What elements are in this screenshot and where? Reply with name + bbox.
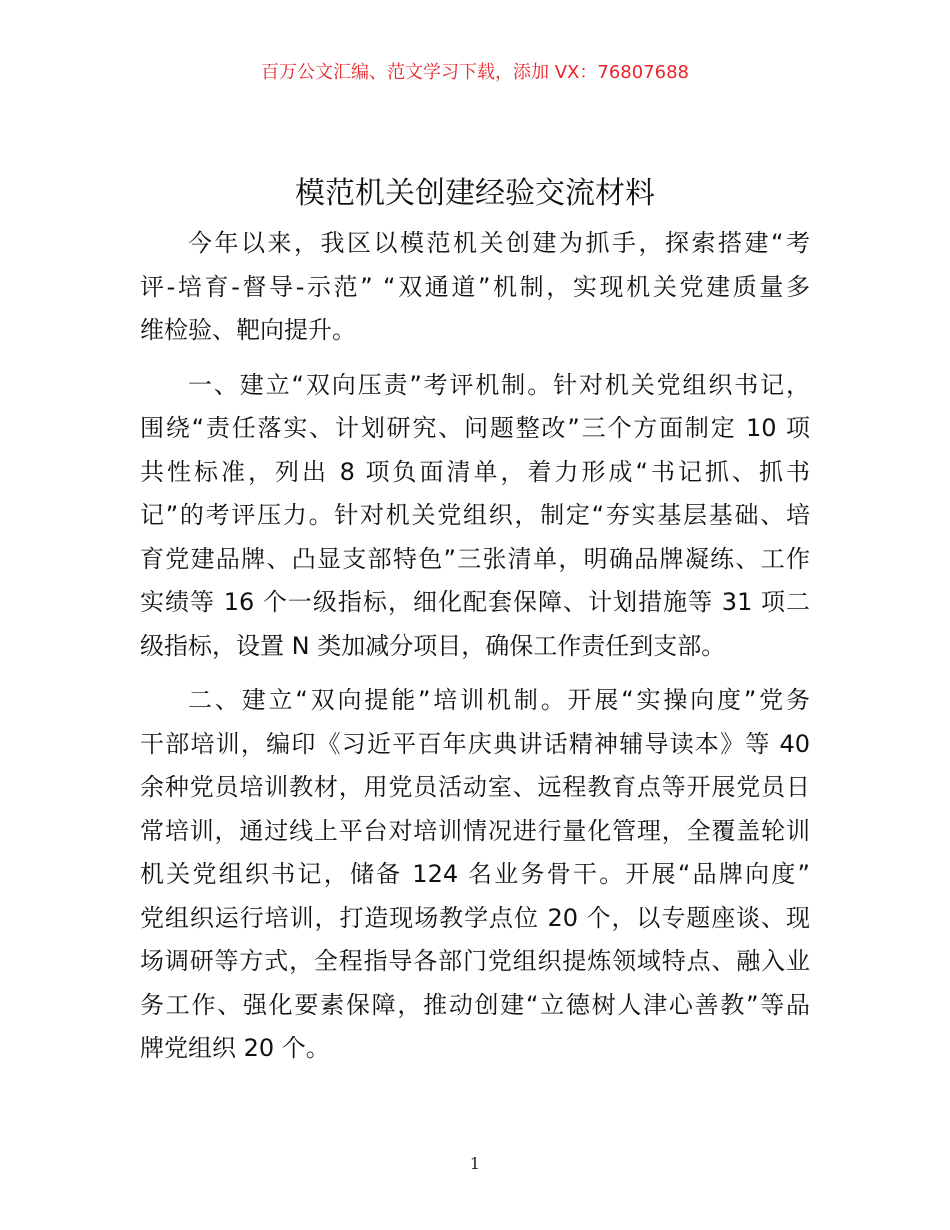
paragraph-line: 常培训，通过线上平台对培训情况进行量化管理，全覆盖轮训 xyxy=(140,816,810,845)
paragraph-line: 务工作、强化要素保障，推动创建“立德树人津心善教”等品 xyxy=(140,990,810,1019)
paragraph-line: 余种党员培训教材，用党员活动室、远程教育点等开展党员日 xyxy=(140,773,810,801)
paragraph-line: 场调研等方式，全程指导各部门党组织提炼领域特点、融入业 xyxy=(140,947,810,975)
paragraph-line: 机关党组织书记，储备 124 名业务骨干。开展“品牌向度” xyxy=(140,860,810,888)
paragraph-line: 评-培育-督导-示范” “双通道”机制，实现机关党建质量多 xyxy=(140,272,810,301)
paragraph-line: 实绩等 16 个一级指标，细化配套保障、计划措施等 31 项二 xyxy=(140,588,810,616)
paragraph xyxy=(140,679,810,1071)
paragraph-line: 一、建立“双向压责”考评机制。针对机关党组织书记， xyxy=(188,370,810,399)
document-body xyxy=(140,222,810,1082)
paragraph-line: 党组织运行培训，打造现场教学点位 20 个，以专题座谈、现 xyxy=(140,903,810,932)
paragraph xyxy=(140,222,810,353)
paragraph-line: 级指标，设置 N 类加减分项目，确保工作责任到支部。 xyxy=(140,631,726,660)
paragraph-line: 围绕“责任落实、计划研究、问题整改”三个方面制定 10 项 xyxy=(140,414,810,442)
paragraph-line: 二、建立“双向提能”培训机制。开展“实操向度”党务 xyxy=(188,686,810,714)
watermark-banner: 百万公文汇编、范文学习下载，添加 VX：76807688 xyxy=(261,62,689,83)
paragraph-line: 干部培训，编印《习近平百年庆典讲话精神辅导读本》等 40 xyxy=(140,729,810,758)
paragraph-line: 记”的考评压力。针对机关党组织，制定“夯实基层基础、培 xyxy=(140,501,810,529)
paragraph-line: 共性标准，列出 8 项负面清单，着力形成“书记抓、抓书 xyxy=(140,457,810,486)
paragraph-line: 维检验、靶向提升。 xyxy=(140,316,356,344)
page-number: 1 xyxy=(469,1154,481,1173)
paragraph-line: 今年以来，我区以模范机关创建为抓手，探索搭建“考 xyxy=(188,229,810,257)
document-title: 模范机关创建经验交流材料 xyxy=(295,176,655,211)
paragraph xyxy=(140,364,810,669)
paragraph-line: 育党建品牌、凸显支部特色”三张清单，明确品牌凝练、工作 xyxy=(140,544,810,573)
paragraph-line: 牌党组织 20 个。 xyxy=(140,1034,330,1062)
